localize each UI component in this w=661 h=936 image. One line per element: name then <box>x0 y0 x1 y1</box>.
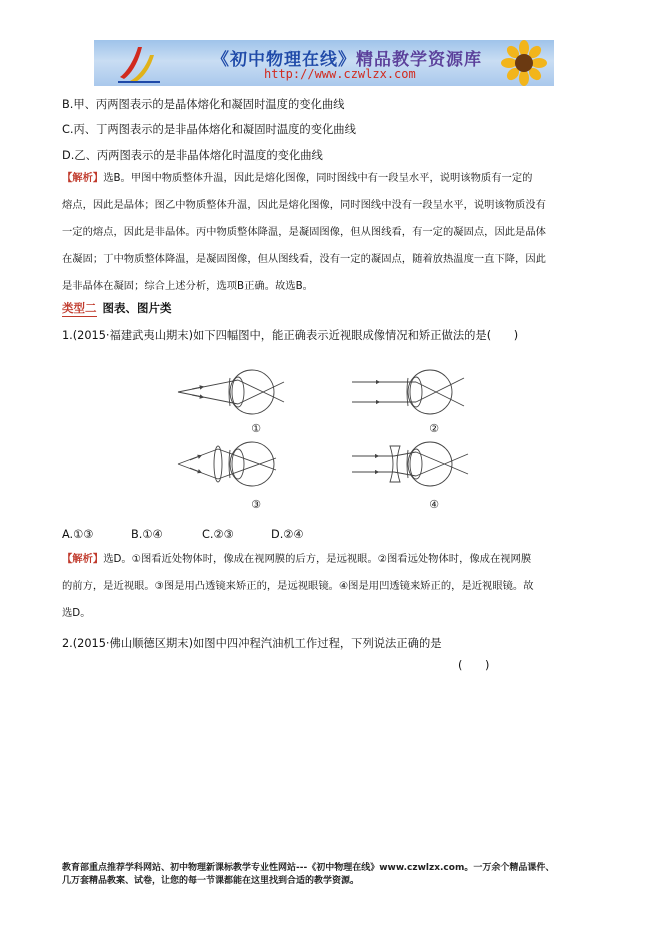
eye-diagram-figure <box>172 362 492 514</box>
option-c: C.丙、丁两图表示的是非晶体熔化和凝固时温度的变化曲线 <box>62 123 356 136</box>
explanation-tag: 【解析】 <box>62 172 104 184</box>
banner-subtitle: 精品教学资源库 <box>356 50 482 70</box>
explanation-2-line: 【解析】选D。①图看近处物体时，像成在视网膜的后方，是远视眼。②图看远处物体时，像成在视网膜 <box>62 553 532 565</box>
eye-diagram-3 <box>178 442 276 486</box>
option-b: B.甲、丙两图表示的是晶体熔化和凝固时温度的变化曲线 <box>62 98 345 111</box>
option-d: D.乙、丙两图表示的是非晶体熔化时温度的变化曲线 <box>62 149 323 162</box>
choice-b: B.①④ <box>131 528 163 541</box>
explanation-2-line: 的前方，是近视眼。③图是用凸透镜来矫正的，是远视眼镜。④图是用凹透镜来矫正的，是近视眼镜。故 <box>62 580 534 592</box>
explanation-2 <box>62 546 534 627</box>
question-2-blank: ( ) <box>458 659 490 672</box>
explanation-1 <box>62 165 546 300</box>
fig-label-4: ④ <box>429 498 439 511</box>
question-1-stem: 1.(2015·福建武夷山期末)如下四幅图中，能正确表示近视眼成像情况和矫正做法的是( ) <box>62 329 519 342</box>
page-footer <box>62 862 554 888</box>
footer-line: 几万套精品教案、试卷，让您的每一节课都能在这里找到合适的教学资源。 <box>62 876 360 886</box>
site-logo-icon <box>116 43 164 83</box>
explanation-1-line: 在凝固；丁中物质整体降温，是凝固图像，但从图线看，没有一定的凝固点，随着放热温度一直下降，因此 <box>62 253 546 265</box>
explanation-1-line: 熔点，因此是晶体；图乙中物质整体升温，因此是熔化图像，同时图线中没有一段呈水平，说明该物质没有 <box>62 199 546 211</box>
eye-diagram-1 <box>178 370 284 414</box>
explanation-2-line: 选D。 <box>62 607 91 619</box>
question-2-stem: 2.(2015·佛山顺德区期末)如图中四冲程汽油机工作过程，下列说法正确的是 <box>62 637 442 650</box>
explanation-tag: 【解析】 <box>62 553 104 565</box>
choice-c: C.②③ <box>202 528 234 541</box>
choice-a: A.①③ <box>62 528 94 541</box>
explanation-1-line: 一定的熔点，因此是非晶体。丙中物质整体降温，是凝固图像，但从图线看，有一定的凝固点，因此是晶体 <box>62 226 546 238</box>
category-heading <box>62 300 172 316</box>
category-label: 类型二 <box>62 301 97 315</box>
eye-diagram-2 <box>352 370 464 414</box>
eye-diagram-4 <box>352 442 468 486</box>
header-banner <box>94 40 554 86</box>
fig-label-3: ③ <box>251 498 261 511</box>
category-title: 图表、图片类 <box>102 301 172 315</box>
banner-url[interactable]: http://www.czwlzx.com <box>264 67 416 81</box>
banner-site-name: 《初中物理在线》 <box>212 50 356 70</box>
sunflower-icon <box>494 40 552 86</box>
fig-label-2: ② <box>429 422 439 435</box>
fig-label-1: ① <box>251 422 261 435</box>
explanation-1-line: 是非晶体在凝固；综合上述分析，选项B正确。故选B。 <box>62 280 313 292</box>
footer-line: 教育部重点推荐学科网站、初中物理新课标教学专业性网站---《初中物理在线》www.czwlzx.com。一万余个精品课件、 <box>62 863 555 873</box>
explanation-1-line: 【解析】选B。甲图中物质整体升温，因此是熔化图像，同时图线中有一段呈水平，说明该物质有一定的 <box>62 172 533 184</box>
choice-d: D.②④ <box>271 528 304 541</box>
